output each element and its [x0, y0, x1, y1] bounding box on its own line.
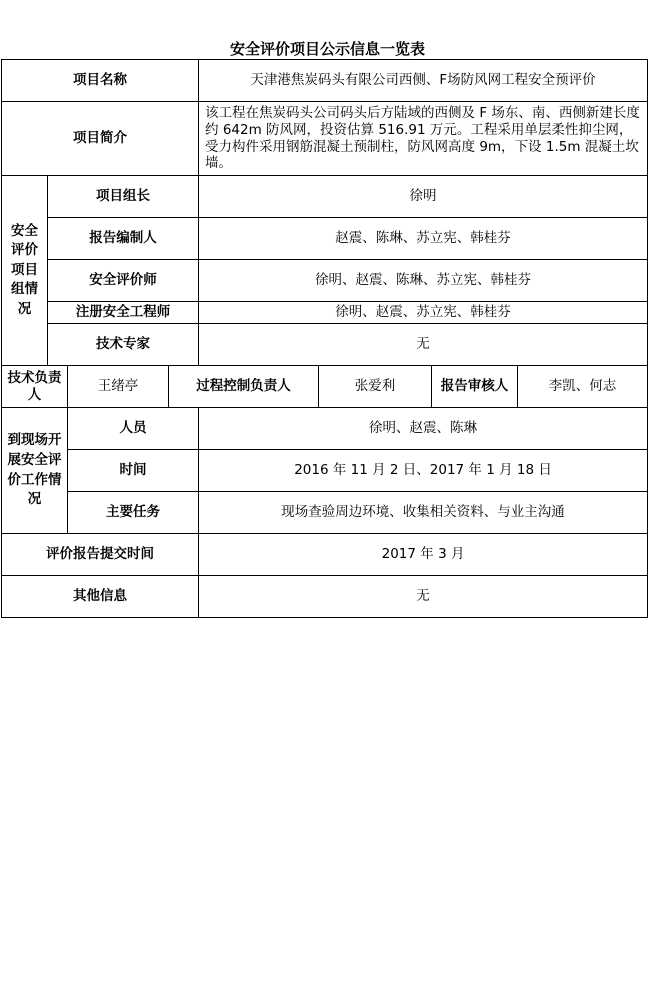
- other-info-label: 其他信息: [2, 576, 199, 618]
- experts-value: 无: [199, 324, 648, 366]
- evaluators-label: 安全评价师: [48, 260, 199, 302]
- row-site-personnel: [2, 408, 648, 450]
- report-submit-label: 评价报告提交时间: [2, 534, 199, 576]
- row-site-time: [2, 450, 648, 492]
- experts-label: 技术专家: [48, 324, 199, 366]
- page-title: 安全评价项目公示信息一览表: [229, 40, 425, 58]
- tech-responsible-label: 技术负责人: [2, 366, 68, 408]
- evaluators-value: 徐明、赵震、陈琳、苏立宪、韩桂芬: [199, 260, 648, 302]
- team-section-label: 安全评价项目组情况: [2, 176, 48, 366]
- row-project-name: [2, 60, 648, 102]
- site-time-label: 时间: [68, 450, 199, 492]
- report-writers-value: 赵震、陈琳、苏立宪、韩桂芬: [199, 218, 648, 260]
- process-responsible-value: 张爱利: [319, 366, 432, 408]
- site-work-section-label: 到现场开展安全评价工作情况: [2, 408, 68, 534]
- review-responsible-label: 报告审核人: [432, 366, 518, 408]
- process-responsible-label: 过程控制负责人: [169, 366, 319, 408]
- site-personnel-label: 人员: [68, 408, 199, 450]
- registered-engineers-value: 徐明、赵震、苏立宪、韩桂芬: [199, 302, 648, 324]
- row-project-intro: [2, 102, 648, 176]
- report-submit-value: 2017 年 3 月: [199, 534, 648, 576]
- tech-responsible-value: 王绪亭: [68, 366, 169, 408]
- row-responsible: [2, 366, 648, 408]
- project-intro-value: 该工程在焦炭码头公司码头后方陆域的西侧及 F 场东、南、西侧新建长度约 642m 防风网，投资估算 516.91 万元。工程采用单层柔性抑尘网，受力构件采用钢筋混凝土预制柱，防风网高度 9m，下设 1.5m 混凝土坎墙。: [199, 102, 648, 176]
- project-name-label: 项目名称: [2, 60, 199, 102]
- row-experts: [2, 324, 648, 366]
- row-evaluators: [2, 260, 648, 302]
- row-report-writers: [2, 218, 648, 260]
- site-time-value: 2016 年 11 月 2 日、2017 年 1 月 18 日: [199, 450, 648, 492]
- row-registered-engineers: [2, 302, 648, 324]
- team-leader-value: 徐明: [199, 176, 648, 218]
- row-site-tasks: [2, 492, 648, 534]
- info-table: [1, 59, 648, 618]
- site-tasks-label: 主要任务: [68, 492, 199, 534]
- report-writers-label: 报告编制人: [48, 218, 199, 260]
- project-name-value: 天津港焦炭码头有限公司西侧、F场防风网工程安全预评价: [199, 60, 648, 102]
- site-tasks-value: 现场查验周边环境、收集相关资料、与业主沟通: [199, 492, 648, 534]
- row-team-leader: [2, 176, 648, 218]
- row-report-submit: [2, 534, 648, 576]
- team-leader-label: 项目组长: [48, 176, 199, 218]
- registered-engineers-label: 注册安全工程师: [48, 302, 199, 324]
- site-personnel-value: 徐明、赵震、陈琳: [199, 408, 648, 450]
- other-info-value: 无: [199, 576, 648, 618]
- row-other-info: [2, 576, 648, 618]
- project-intro-label: 项目简介: [2, 102, 199, 176]
- review-responsible-value: 李凯、何志: [518, 366, 648, 408]
